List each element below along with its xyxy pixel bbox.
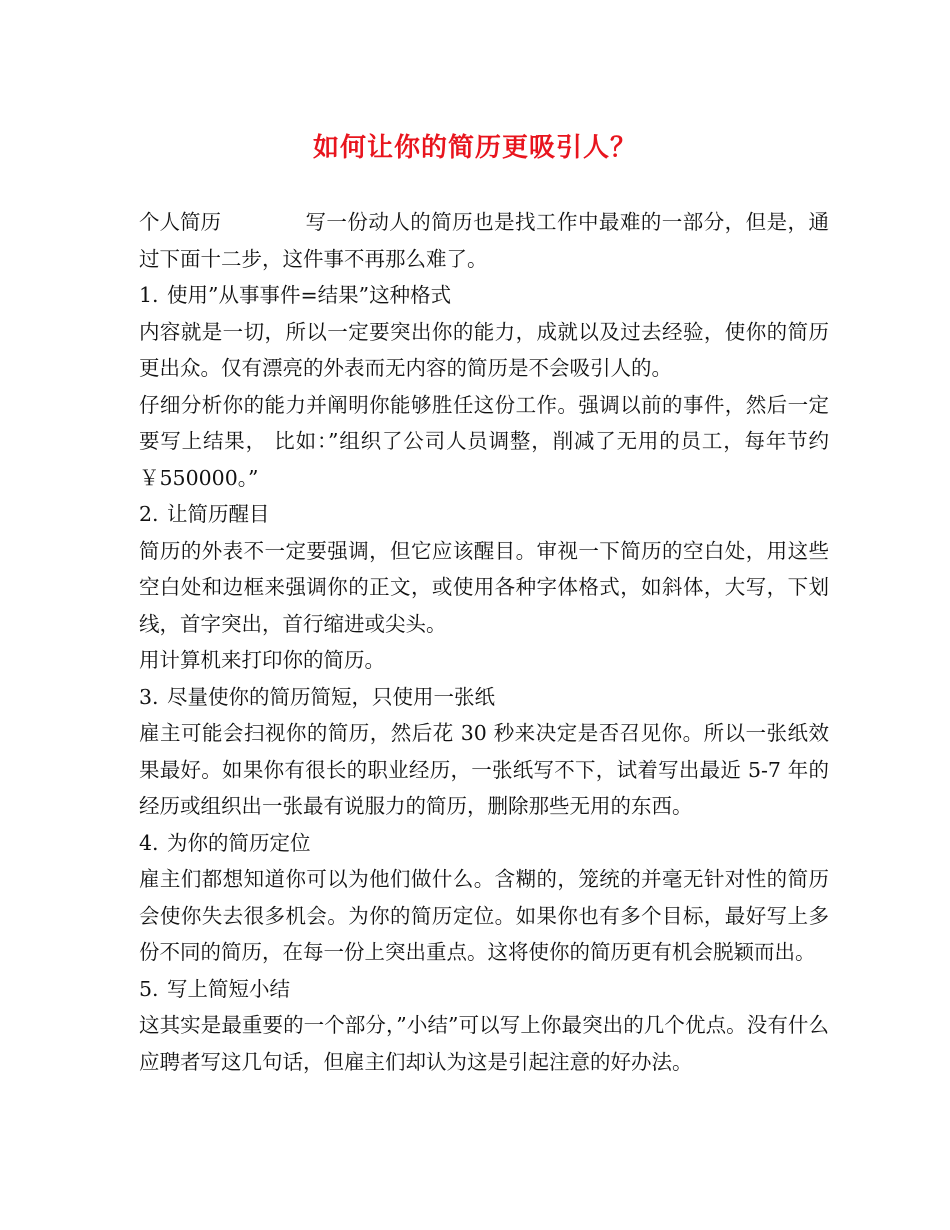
section-paragraph: 雇主可能会扫视你的简历，然后花 30 秒来决定是否召见你。所以一张纸效果最好。如果你有很长的职业经历，一张纸写不下，试着写出最近 5-7 年的经历或组织出一张最有说服力的简历，删除那些无用的东西。 — [139, 721, 829, 818]
section-heading — [139, 496, 829, 533]
section-number: 5. — [139, 976, 159, 1001]
section-heading — [139, 277, 829, 314]
document-body — [139, 204, 829, 1080]
section-number: 3. — [139, 684, 159, 709]
section-heading-text: 让简历醒目 — [167, 502, 270, 526]
section-heading — [139, 679, 829, 716]
section-heading-text: 为你的简历定位 — [167, 830, 311, 855]
section-heading — [139, 825, 829, 862]
section-paragraph: 这其实是最重要的一个部分，”小结”可以写上你最突出的几个优点。没有什么应聘者写这几句话，但雇主们却认为这是引起注意的好办法。 — [139, 1013, 829, 1074]
intro-lead: 个人简历 — [139, 210, 221, 234]
section-paragraph: 内容就是一切，所以一定要突出你的能力，成就以及过去经验，使你的简历更出众。仅有漂亮的外表而无内容的简历是不会吸引人的。 — [139, 319, 829, 380]
section-paragraph: 简历的外表不一定要强调，但它应该醒目。审视一下简历的空白处，用这些空白处和边框来强调你的正文，或使用各种字体格式，如斜体，大写，下划线，首字突出，首行缩进或尖头。 — [139, 538, 829, 636]
section-heading-text: 尽量使你的简历简短，只使用一张纸 — [167, 684, 495, 709]
section-heading-text: 写上简短小结 — [167, 976, 290, 1001]
intro-paragraph — [139, 204, 829, 277]
document-title: 如何让你的简历更吸引人？ — [312, 133, 637, 163]
section-paragraph: 用计算机来打印你的简历。 — [139, 648, 385, 672]
section-paragraph: 仔细分析你的能力并阐明你能够胜任这份工作。强调以前的事件，然后一定要写上结果， 比如：”组织了公司人员调整，削减了无用的员工，每年节约￥550000。” — [139, 392, 829, 490]
section-number: 2. — [139, 502, 159, 526]
section-paragraph: 雇主们都想知道你可以为他们做什么。含糊的，笼统的并毫无针对性的简历会使你失去很多机会。为你的简历定位。如果你也有多个目标，最好写上多份不同的简历，在每一份上突出重点。这将使你的简历更有机会脱颖而出。 — [139, 867, 829, 964]
intro-text: 写一份动人的简历也是找工作中最难的一部分，但是，通过下面十二步，这件事不再那么难了。 — [139, 210, 829, 271]
section-heading — [139, 971, 829, 1008]
section-heading-text: 使用”从事事件=结果”这种格式 — [167, 283, 452, 307]
section-number: 1. — [139, 283, 159, 307]
section-number: 4. — [139, 830, 159, 855]
